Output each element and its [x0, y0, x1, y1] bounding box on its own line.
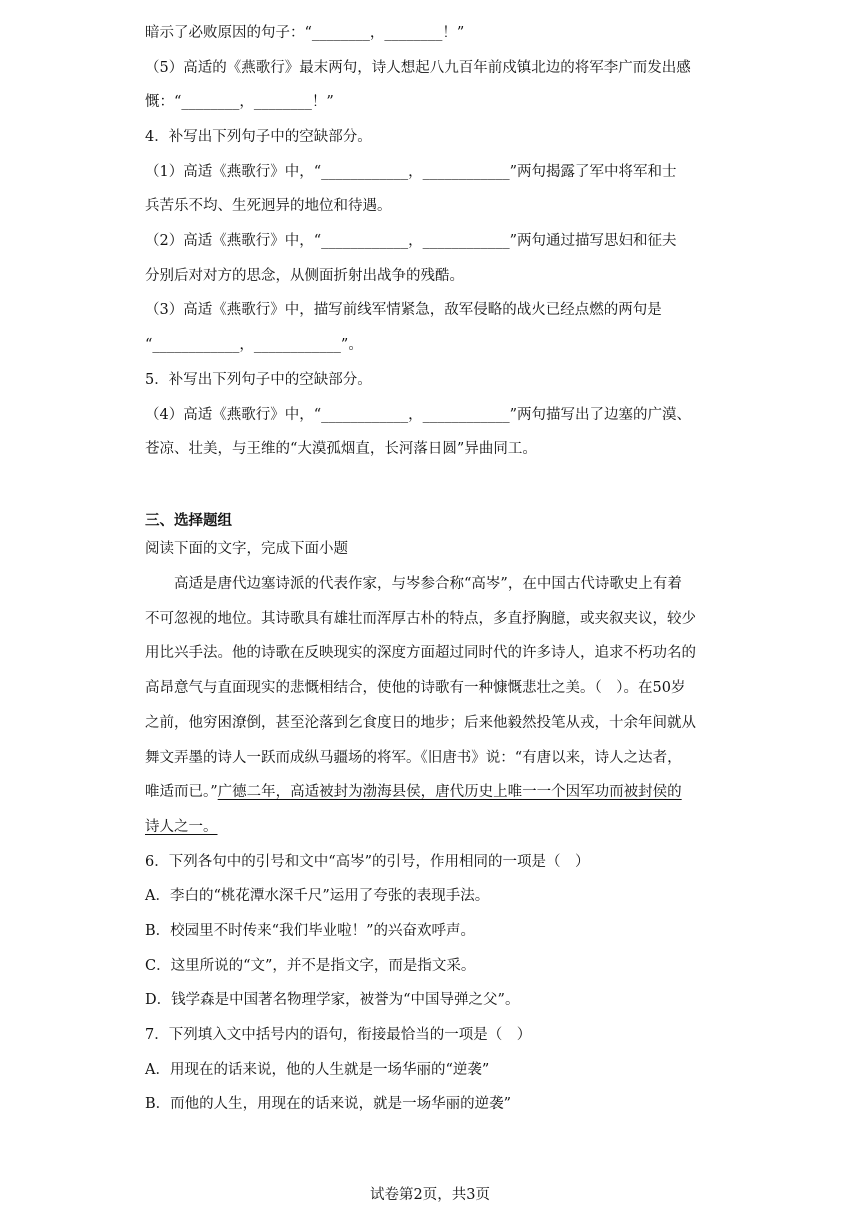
- text-line: [145, 335, 363, 355]
- line-text: 诗人之一。: [145, 819, 218, 835]
- text-line: [145, 817, 218, 837]
- text-line: [145, 266, 464, 286]
- text-line: [145, 609, 696, 629]
- line-text: 三、选择题组: [145, 512, 232, 529]
- line-text: A．用现在的话来说，他的人生就是一场华丽的“逆袭”: [145, 1062, 490, 1078]
- text-line: [145, 370, 372, 390]
- text-line: [145, 643, 696, 663]
- text-line: [145, 23, 464, 43]
- text-line: [145, 539, 348, 559]
- text-line: [145, 782, 682, 802]
- text-line: [145, 1094, 511, 1114]
- underlined-sentence: 广德二年，高适被封为渤海县侯，唐代历史上唯一一个因军功而被封侯的: [217, 784, 682, 800]
- text-line: [145, 921, 475, 941]
- text-line: [145, 678, 685, 698]
- text-line: [145, 956, 475, 976]
- line-text: 5．补写出下列句子中的空缺部分。: [145, 372, 372, 388]
- text-line: [145, 231, 677, 251]
- line-text: 之前，他穷困潦倒，甚至沦落到乞食度日的地步；后来他毅然投笔从戎，十余年间就从: [145, 715, 696, 731]
- page-footer: 试卷第2页，共3页: [370, 1187, 490, 1203]
- line-text: B．而他的人生，用现在的话来说，就是一场华丽的逆袭”: [145, 1096, 512, 1112]
- line-text: （5）高适的《燕歌行》最末两句，诗人想起八九百年前戍镇北边的将军李广而发出感: [145, 60, 691, 76]
- text-line: [145, 405, 691, 425]
- line-text: “____________，____________”。: [145, 337, 363, 353]
- line-text: 慨：“________，________！”: [145, 94, 334, 110]
- line-text: C．这里所说的“文”，并不是指文字，而是指文采。: [145, 958, 476, 974]
- text-line: [145, 439, 537, 459]
- text-line: [145, 1025, 531, 1045]
- text-line: [145, 713, 696, 733]
- text-line: [145, 1060, 489, 1080]
- line-text: 兵苦乐不均、生死迥异的地位和待遇。: [145, 198, 392, 214]
- text-line: [145, 58, 691, 78]
- line-text: （3）高适《燕歌行》中，描写前线军情紧急，敌军侵略的战火已经点燃的两句是: [145, 302, 662, 318]
- line-text: （4）高适《燕歌行》中，“____________，____________”两句描写出了边塞的广漠、: [145, 407, 692, 423]
- line-text: 阅读下面的文字，完成下面小题: [145, 541, 348, 557]
- line-text: A．李白的“桃花潭水深千尺”运用了夸张的表现手法。: [145, 888, 490, 904]
- line-text: 唯适而已。”: [145, 784, 218, 800]
- text-line: [145, 748, 682, 768]
- line-text: （1）高适《燕歌行》中，“____________，____________”两句揭露了军中将军和士: [145, 164, 677, 180]
- text-line: [145, 852, 590, 872]
- line-text: D．钱学森是中国著名物理学家，被誉为“中国导弹之父”。: [145, 992, 520, 1008]
- text-line: [145, 300, 662, 320]
- line-text: B．校园里不时传来“我们毕业啦！”的兴奋欢呼声。: [145, 923, 475, 939]
- text-line: [145, 162, 677, 182]
- line-text: 高适是唐代边塞诗派的代表作家，与岑参合称“高岑”，在中国古代诗歌史上有着: [145, 576, 682, 592]
- text-line: [145, 574, 682, 594]
- line-text: 7．下列填入文中括号内的语句，衔接最恰当的一项是（ ）: [145, 1027, 532, 1043]
- line-text: 高昂意气与直面现实的悲慨相结合，使他的诗歌有一种慷慨悲壮之美。（ ）。在50岁: [145, 680, 686, 696]
- text-line: [145, 196, 392, 216]
- line-text: 苍凉、壮美，与王维的“大漠孤烟直，长河落日圆”异曲同工。: [145, 441, 537, 457]
- line-text: （2）高适《燕歌行》中，“____________，____________”两句通过描写思妇和征夫: [145, 233, 677, 249]
- text-line: [145, 990, 519, 1010]
- line-text: 分别后对对方的思念，从侧面折射出战争的残酷。: [145, 268, 464, 284]
- text-line: [145, 92, 334, 112]
- text-line: [145, 886, 489, 906]
- line-text: 4．补写出下列句子中的空缺部分。: [145, 129, 372, 145]
- line-text: 舞文弄墨的诗人一跃而成纵马疆场的将军。《旧唐书》说：“有唐以来，诗人之达者，: [145, 750, 682, 766]
- text-line: [145, 127, 372, 147]
- section-heading: [145, 511, 232, 531]
- line-text: 6．下列各句中的引号和文中“高岑”的引号，作用相同的一项是（ ）: [145, 854, 590, 870]
- line-text: 用比兴手法。他的诗歌在反映现实的深度方面超过同时代的许多诗人，追求不朽功名的: [145, 645, 696, 661]
- line-text: 不可忽视的地位。其诗歌具有雄壮而浑厚古朴的特点，多直抒胸臆，或夹叙夹议，较少: [145, 611, 696, 627]
- line-text: 暗示了必败原因的句子：“________，________！”: [145, 25, 465, 41]
